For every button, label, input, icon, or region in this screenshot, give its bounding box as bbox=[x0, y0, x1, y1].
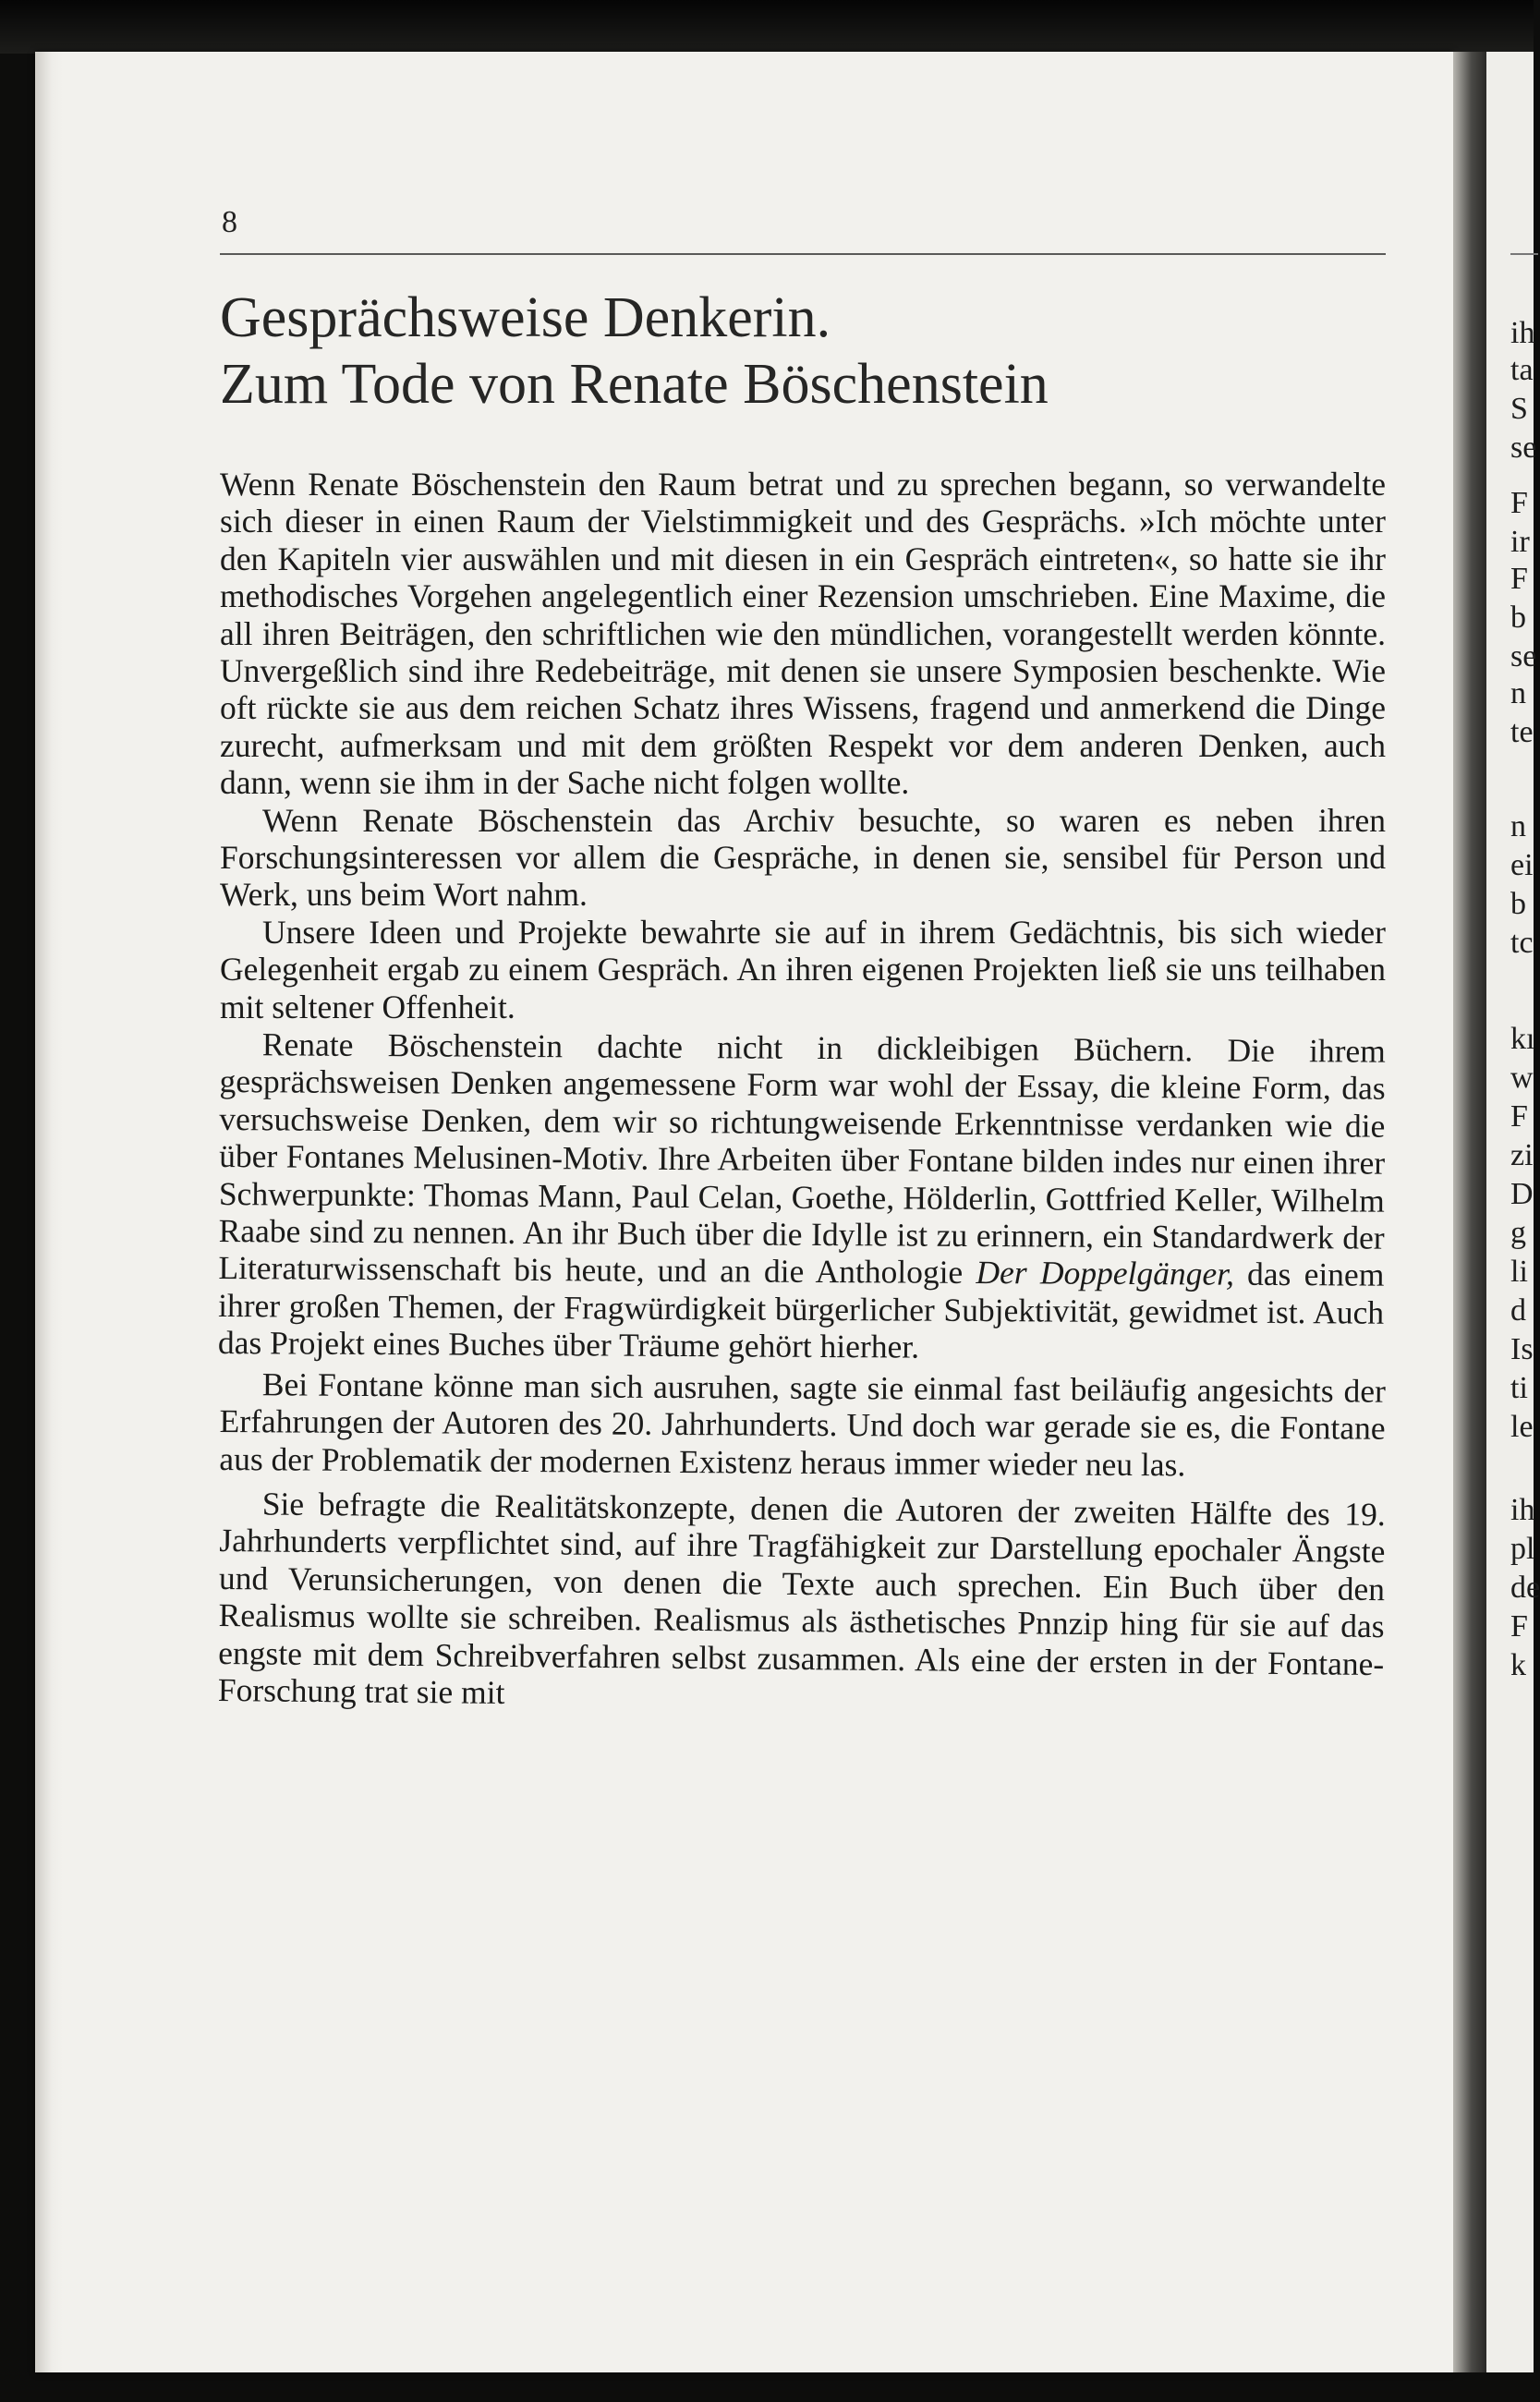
facing-page-fragment: de bbox=[1510, 1571, 1540, 1605]
paragraph-4 bbox=[218, 1025, 1386, 1368]
facing-page-fragment: D bbox=[1510, 1177, 1534, 1211]
title-line-1: Gesprächsweise Denkerin. bbox=[220, 286, 831, 349]
facing-page-fragment: g bbox=[1510, 1216, 1526, 1250]
facing-page-fragment: ih bbox=[1510, 316, 1535, 350]
facing-page-fragment: d bbox=[1510, 1293, 1526, 1328]
facing-page-fragment: ei bbox=[1510, 848, 1534, 882]
scan-background bbox=[0, 0, 1534, 54]
facing-page-fragment: ir bbox=[1510, 525, 1530, 559]
paragraph-4-tail: das einem ihrer großen Themen, der Fragwürdigkeit bürgerlicher Subjektivität, gewidmet ist. Auch das Projekt eines Buches über Träume gehört hierher. bbox=[217, 1256, 1385, 1365]
facing-page-fragment: n bbox=[1510, 676, 1526, 710]
facing-page-fragment: F bbox=[1510, 1609, 1528, 1644]
paragraph-6: Sie befragte die Realitätskonzepte, denen die Autoren der zweiten Hälfte des 19. Jahrhunderts verpflichtet sind, auf ihre Tragfähigkeit zur Darstellung epochaler Ängste und Verunsicherungen, von denen die Texte auch sprechen. Ein Buch über den Realismus wollte sie schreiben. Realismus als ästhetisches Pnnzip hing für sie auf das engste mit dem Schreibverfahren selbst zusammen. Als eine der ersten in der Fontane-Forschung trat sie mit bbox=[217, 1485, 1386, 1711]
paragraph-1: Wenn Renate Böschenstein den Raum betrat und zu sprechen begann, so verwandelte sich dieser in einen Raum der Vielstimmigkeit und des Gesprächs. »Ich möchte unter den Kapiteln vier auswählen und mit diesen in ein Gespräch eintreten«, so hatte sie ihr methodisches Vorgehen angelegentlich einer Rezension umschrieben. Eine Maxime, die all ihren Beiträgen, den schriftlichen wie den mündlichen, vorangestellt werden könnte. Unvergeßlich sind ihre Redebeiträge, mit denen sie unsere Symposien beschenkte. Wie oft rückte sie aus dem reichen Schatz ihres Wissens, fragend und anmerkend die Dinge zurecht, aufmerksam und mit dem größten Respekt vor dem anderen Denken, auch dann, wenn sie ihm in der Sache nicht folgen wollte. bbox=[220, 466, 1386, 802]
facing-page-fragment: k bbox=[1510, 1648, 1526, 1682]
facing-page-fragment: w bbox=[1510, 1061, 1534, 1095]
facing-page-fragment: Is bbox=[1510, 1332, 1534, 1366]
article-title bbox=[220, 285, 1393, 418]
facing-page-fragment: b bbox=[1510, 600, 1526, 635]
book-title-italic: Der Doppelgänger, bbox=[976, 1254, 1235, 1293]
facing-page-fragment: le bbox=[1510, 1410, 1534, 1444]
paragraph-5: Bei Fontane könne man sich ausruhen, sagte sie einmal fast beiläufig angesichts der Erfahrungen der Autoren des 20. Jahrhunderts. Und doch war gerade sie es, die Fontane aus der Problematik der modernen Existenz heraus immer wieder neu las. bbox=[219, 1365, 1386, 1483]
paragraph-4-text: Renate Böschenstein dachte nicht in dickleibigen Büchern. Die ihrem gesprächsweisen Denken angemessene Form war wohl der Essay, die kleine Form, das versuchsweise Denken, dem wir so richtungweisende Erkenntnisse verdanken wie die über Fontanes Melusinen-Motiv. Ihre Arbeiten über Fontane bilden indes nur einen ihrer Schwerpunkte: Thomas Mann, Paul Celan, Goethe, Hölderlin, Gottfried Keller, Wilhelm Raabe sind zu nennen. An ihr Buch über die Idylle ist zu erinnern, ein Standardwerk der Literaturwissenschaft bis heute, und an die Anthologie bbox=[218, 1025, 1386, 1292]
facing-page-fragment: zi bbox=[1510, 1138, 1534, 1172]
title-line-2: Zum Tode von Renate Böschenstein bbox=[220, 353, 1049, 416]
facing-page-fragment: ta bbox=[1510, 353, 1534, 387]
facing-page-fragment: li bbox=[1510, 1255, 1528, 1289]
facing-page-fragment: se bbox=[1510, 639, 1537, 673]
facing-page-fragment: ih bbox=[1510, 1493, 1535, 1527]
facing-page-fragment: F bbox=[1510, 562, 1528, 596]
facing-page-fragment: ti bbox=[1510, 1371, 1528, 1405]
facing-page-fragment: te bbox=[1510, 715, 1534, 749]
article-body bbox=[217, 466, 1386, 1711]
facing-page-rule bbox=[1510, 253, 1538, 255]
header-rule bbox=[220, 253, 1386, 255]
facing-page-fragment: S bbox=[1510, 392, 1528, 426]
page-number: 8 bbox=[222, 205, 237, 239]
facing-page-fragment: n bbox=[1510, 809, 1526, 843]
facing-page-edge bbox=[1486, 52, 1540, 2372]
book-gutter bbox=[1453, 52, 1486, 2372]
facing-page-fragment: tc bbox=[1510, 926, 1534, 960]
paragraph-2: Wenn Renate Böschenstein das Archiv besuchte, so waren es neben ihren Forschungsinteressen vor allem die Gespräche, in denen sie, sensibel für Person und Werk, uns beim Wort nahm. bbox=[220, 801, 1386, 914]
facing-page-fragment: kı bbox=[1510, 1022, 1535, 1056]
facing-page-fragment: pl bbox=[1510, 1532, 1535, 1566]
paragraph-3: Unsere Ideen und Projekte bewahrte sie auf in ihrem Gedächtnis, bis sich wieder Gelegenheit ergab zu einem Gespräch. An ihren eigenen Projekten ließ sie uns teilhaben mit seltener Offenheit. bbox=[220, 913, 1386, 1025]
facing-page-fragment: F bbox=[1510, 486, 1528, 520]
facing-page-fragment: se bbox=[1510, 431, 1537, 465]
facing-page-fragment: b bbox=[1510, 887, 1526, 921]
facing-page-fragment: F bbox=[1510, 1099, 1528, 1134]
